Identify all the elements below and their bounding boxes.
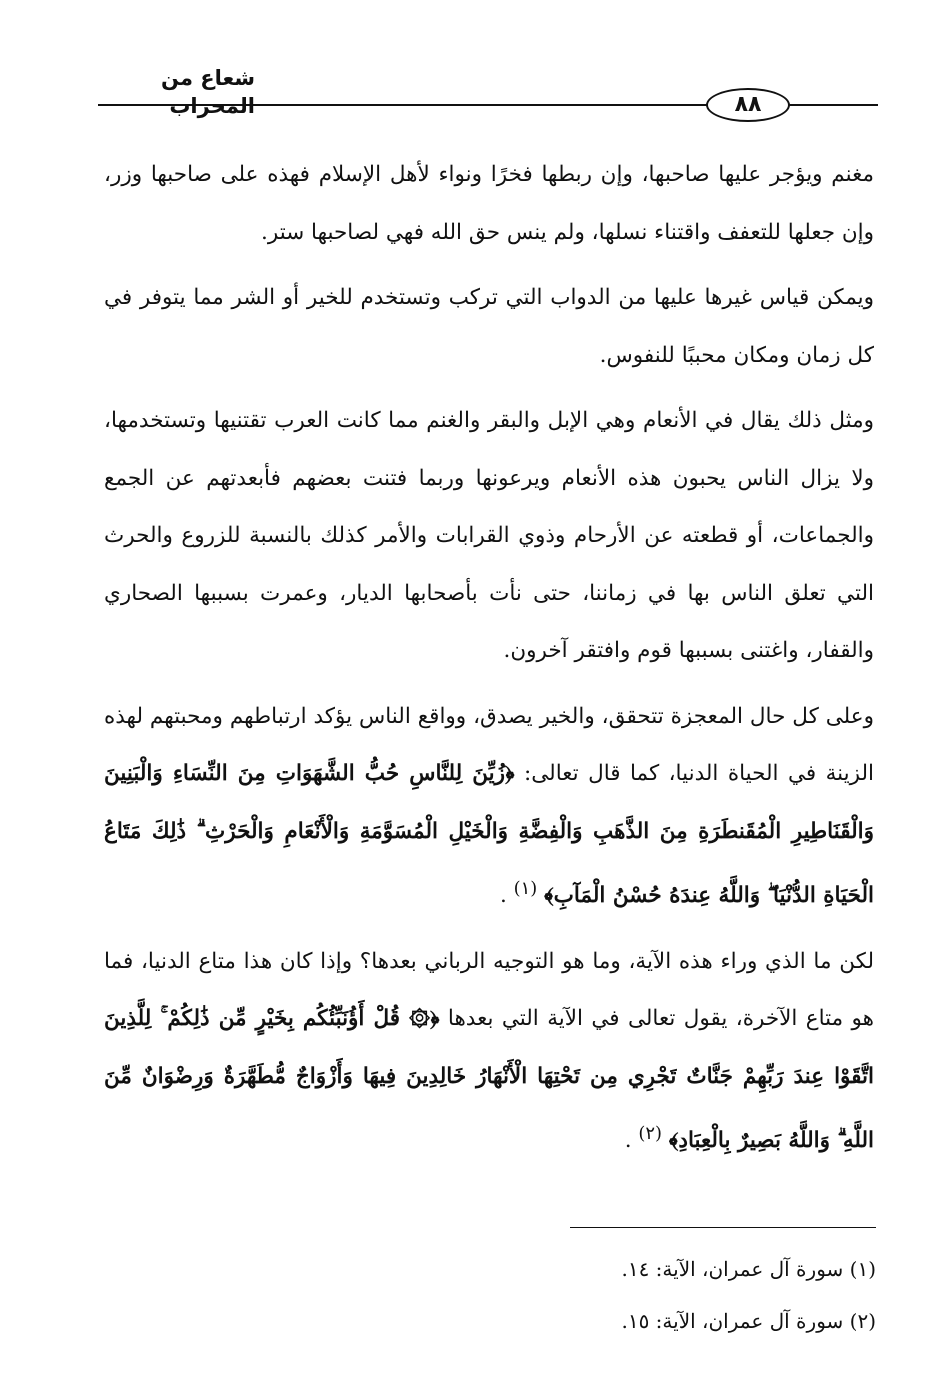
footnote-marker-1: (١) <box>513 878 538 899</box>
footnote-rule <box>570 1227 876 1228</box>
paragraph-4-text: وعلى كل حال المعجزة تتحقق، والخير يصدق، وواقع الناس يؤكد ارتباطهم ومحبتهم لهذه الزينة في الحياة الدنيا، كما قال تعالى: <box>104 703 874 786</box>
paragraph-5-end: . <box>624 1128 632 1154</box>
footnote-1: (١) سورة آل عمران، الآية: ١٤. <box>621 1257 876 1281</box>
page-number: ٨٨ <box>706 88 790 122</box>
footnote-marker-2: (٢) <box>638 1123 663 1145</box>
paragraph-5 <box>104 933 874 1170</box>
running-title: شعاع من المحراب <box>161 66 255 118</box>
footnotes <box>420 1243 876 1347</box>
quran-verse-2: ﴿۞ قُلْ أَؤُنَبِّئُكُم بِخَيْرٍ مِّن ذَٰلِكُمْ ۚ لِلَّذِينَ اتَّقَوْا عِندَ رَبِّهِمْ جَنَّاتٌ تَجْرِي مِن تَحْتِهَا الْأَنْهَارُ خَالِدِينَ فِيهَا وَأَزْوَاجٌ مُّطَهَّرَةٌ وَرِضْوَانٌ مِّنَ اللَّهِ ۗ وَاللَّهُ بَصِيرٌ بِالْعِبَادِ﴾ <box>104 1006 874 1154</box>
paragraph-4-end: . <box>499 883 507 909</box>
footnote-2: (٢) سورة آل عمران، الآية: ١٥. <box>621 1309 876 1333</box>
quran-verse-1: ﴿زُيِّنَ لِلنَّاسِ حُبُّ الشَّهَوَاتِ مِنَ النِّسَاءِ وَالْبَنِينَ وَالْقَنَاطِيرِ الْمُقَنطَرَةِ مِنَ الذَّهَبِ وَالْفِضَّةِ وَالْخَيْلِ الْمُسَوَّمَةِ وَالْأَنْعَامِ وَالْحَرْثِ ۗ ذَٰلِكَ مَتَاعُ الْحَيَاةِ الدُّنْيَا ۖ وَاللَّهُ عِندَهُ حُسْنُ الْمَآبِ﴾ <box>104 761 874 909</box>
main-text <box>104 146 874 1178</box>
paragraph-5-text: لكن ما الذي وراء هذه الآية، وما هو التوجيه الرباني بعدها؟ وإذا كان هذا متاع الدنيا، فما هو متاع الآخرة، يقول تعالى في الآية التي بعدها <box>104 948 874 1032</box>
paragraph-1: مغنم ويؤجر عليها صاحبها، وإن ربطها فخرًا ونواء لأهل الإسلام فهذه على صاحبها وزر، وإن جعلها للتعفف واقتناء نسلها، ولم ينس حق الله فهي لصاحبها ستر. <box>104 162 874 245</box>
paragraph-3: ومثل ذلك يقال في الأنعام وهي الإبل والبقر والغنم مما كانت العرب تقتنيها وتستخدمها، ولا يزال الناس يحبون هذه الأنعام ويرعونها وربما فتنت بعضهم فأبعدتهم عن الجمع والجماعات، أو قطعته عن الأرحام وذوي القرابات والأمر كذلك بالنسبة للزروع والحرث التي تعلق الناس بها في زماننا، حتى نأت بأصحابها الديار، وعمرت بسببها الصحاري والقفار، واغتنى بسببها قوم وافتقر آخرون. <box>104 408 874 663</box>
paragraph-4 <box>104 688 874 925</box>
paragraph-2: ويمكن قياس غيرها عليها من الدواب التي تركب وتستخدم للخير أو الشر مما يتوفر في كل زمان ومكان محببًا للنفوس. <box>104 285 874 368</box>
